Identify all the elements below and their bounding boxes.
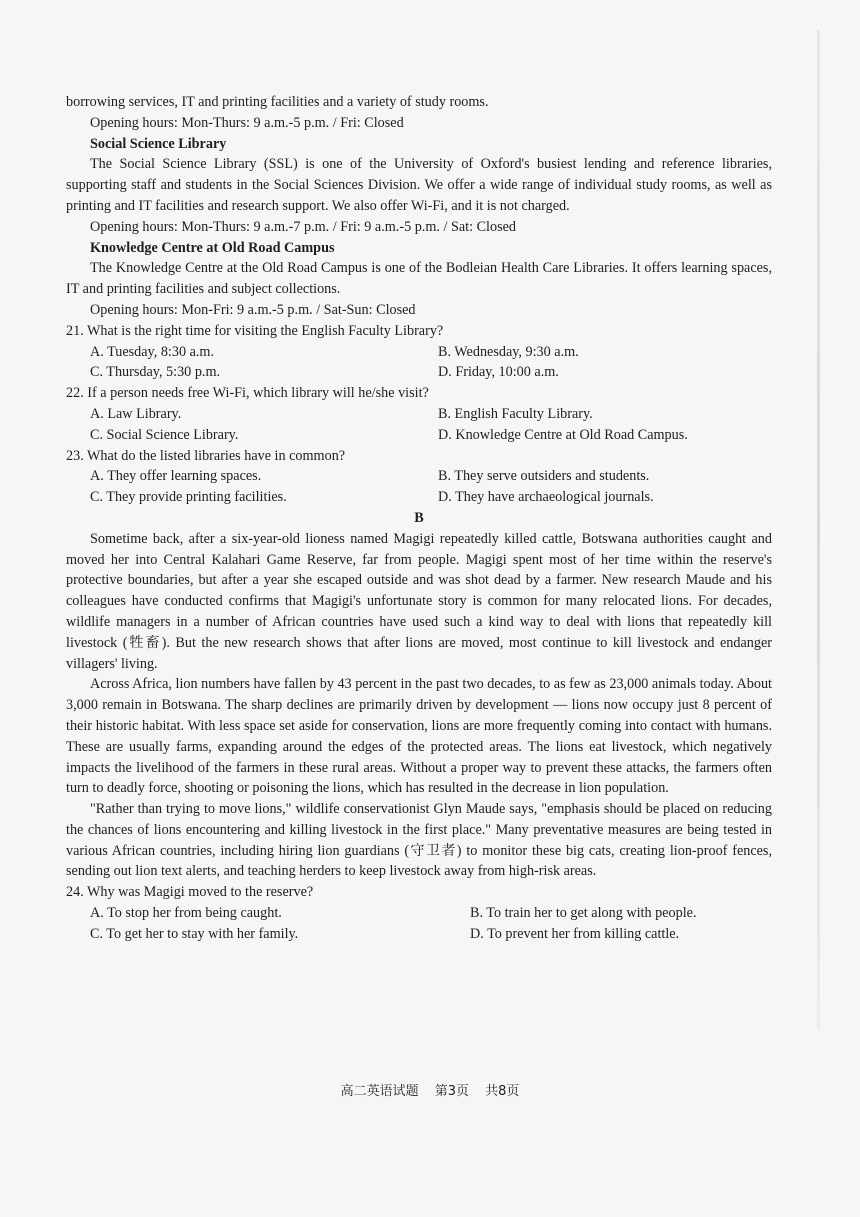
question-stem: 21. What is the right time for visiting the English Faculty Library?: [66, 322, 444, 339]
option-d: D. They have archaeological journals.: [438, 489, 654, 506]
question-21: [66, 321, 772, 383]
option-b: B. Wednesday, 9:30 a.m.: [438, 343, 579, 360]
option-a: A. Tuesday, 8:30 a.m.: [90, 343, 215, 360]
hours-kc: Opening hours: Mon-Fri: 9 a.m.-5 p.m. / Sat-Sun: Closed: [90, 301, 416, 318]
footer-title: 高二英语试题: [340, 1084, 419, 1099]
page-footer: [0, 1080, 860, 1099]
option-c: C. They provide printing facilities.: [90, 489, 287, 506]
kc-heading: Knowledge Centre at Old Road Campus: [90, 239, 335, 256]
kc-text: The Knowledge Centre at the Old Road Campus is one of the Bodleian Health Care Libraries. It offers learning spaces, IT and printing facilities and subject collections.: [66, 260, 772, 298]
question-24: [66, 882, 772, 944]
passage-b-paragraph-3: "Rather than trying to move lions," wildlife conservationist Glyn Maude says, "emphasis should be placed on reducing the chances of lions encountering and killing livestock in the first place." Many preventative measures are being tested in various African countries, including hiring lion guardians (守卫者) to monitor these big cats, creating lion-proof fences, sending out lion text alerts, and teaching herders to keep livestock away from high-risk areas.: [66, 801, 772, 880]
scan-edge-shadow: [817, 30, 820, 1030]
question-22: [66, 383, 772, 445]
footer-total: 共8页: [485, 1084, 520, 1099]
footer-page: 第3页: [434, 1084, 469, 1099]
question-23: [66, 446, 772, 508]
option-c: C. Thursday, 5:30 p.m.: [90, 364, 221, 381]
option-d: D. Knowledge Centre at Old Road Campus.: [438, 426, 688, 443]
option-d: D. Friday, 10:00 a.m.: [438, 364, 559, 381]
option-a: A. To stop her from being caught.: [90, 905, 282, 922]
option-a: A. Law Library.: [90, 405, 182, 422]
question-stem: 24. Why was Magigi moved to the reserve?: [66, 884, 314, 901]
option-c: C. Social Science Library.: [90, 426, 239, 443]
question-stem: 23. What do the listed libraries have in common?: [66, 447, 346, 464]
option-d: D. To prevent her from killing cattle.: [470, 925, 680, 942]
option-c: C. To get her to stay with her family.: [90, 925, 299, 942]
option-b: B. English Faculty Library.: [438, 405, 593, 422]
hours-english: Opening hours: Mon-Thurs: 9 a.m.-5 p.m. / Fri: Closed: [90, 114, 404, 131]
passage-b-paragraph-1: Sometime back, after a six-year-old lioness named Magigi repeatedly killed cattle, Botswana authorities caught and moved her into Central Kalahari Game Reserve, far from people. Magigi spent most of her time within the reserve's protective boundaries, but after a year she escaped outside and was shot dead by a farmer. New research Maude and his colleagues have conducted confirms that Magigi's unfortunate story is common for many relocated lions. For decades, wildlife managers in a number of African countries have used such a kind way to deal with lions that repeatedly kill livestock (牲畜). But the new research shows that after lions are moved, most continue to kill livestock and endanger villagers' living.: [66, 530, 772, 672]
option-b: B. They serve outsiders and students.: [438, 468, 650, 485]
option-a: A. They offer learning spaces.: [90, 468, 262, 485]
intro-tail: borrowing services, IT and printing facilities and a variety of study rooms.: [66, 94, 489, 110]
question-stem: 22. If a person needs free Wi-Fi, which library will he/she visit?: [66, 385, 429, 402]
passage-b-paragraph-2: Across Africa, lion numbers have fallen by 43 percent in the past two decades, to as few as 23,000 animals today. About 3,000 remain in Botswana. The sharp declines are primarily driven by development — lions now occupy just 8 percent of their historic habitat. With less space set aside for conservation, lions are more frequently coming into contact with humans. These are usually farms, expanding around the edges of the protected areas. The lions eat livestock, which negatively impacts the livelihood of the farmers in these rural areas. Without a proper way to prevent these attacks, the farmers often turn to deadly force, shooting or poisoning the lions, which has resulted in the decrease in lion population.: [66, 676, 772, 797]
ssl-text: The Social Science Library (SSL) is one of the University of Oxford's busiest lending and reference libraries, supporting staff and students in the Social Sciences Division. We offer a wide range of individual study rooms, as well as printing and IT facilities and research support. We also offer Wi-Fi, and it is not charged.: [66, 156, 772, 214]
hours-ssl: Opening hours: Mon-Thurs: 9 a.m.-7 p.m. / Fri: 9 a.m.-5 p.m. / Sat: Closed: [90, 218, 516, 235]
page-content: [66, 92, 772, 945]
section-b-heading: B: [414, 509, 424, 526]
option-b: B. To train her to get along with people.: [470, 905, 697, 922]
ssl-heading: Social Science Library: [90, 135, 227, 152]
